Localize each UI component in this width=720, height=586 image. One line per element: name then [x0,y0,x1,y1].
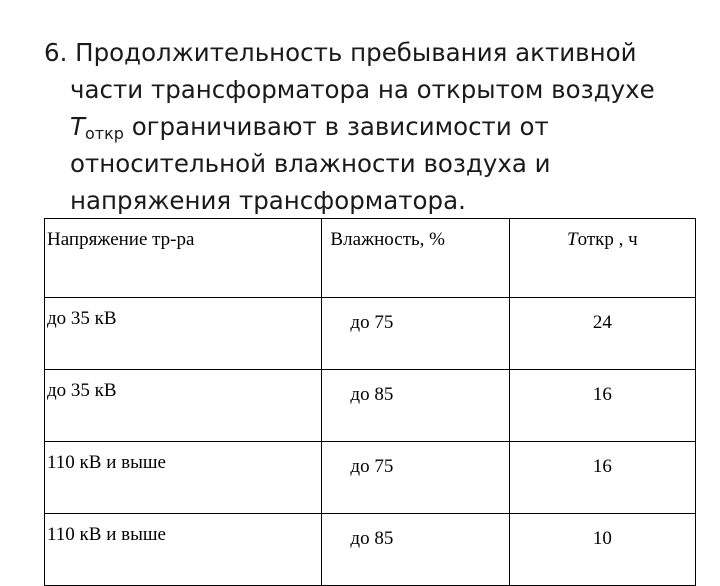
heading-line-1: 6. Продолжительность пребывания активной [44,38,637,67]
voltage-cell: до 35 кВ [45,370,322,442]
heading-line-3 [44,108,694,145]
heading-line-4: относительной влажности воздуха и [70,149,551,178]
heading-line-2: части трансформатора на открытом воздухе [70,75,655,104]
voltage-cell: 110 кВ и выше [45,442,322,514]
humidity-cell: до 75 [322,442,509,514]
heading-line-3-text: ограничивают в зависимости от [123,112,549,141]
time-cell: 16 [509,442,695,514]
time-subscript: откр [84,124,124,143]
time-cell: 16 [509,370,695,442]
humidity-table [44,218,696,586]
table-row [45,442,696,514]
header-voltage: Напряжение тр-ра [45,219,322,298]
header-time-symbol: T [567,229,578,250]
humidity-cell: до 85 [322,370,509,442]
header-time [509,219,695,298]
time-cell: 24 [509,298,695,370]
table-row [45,298,696,370]
header-time-text: откр , ч [577,229,638,250]
table-header-row [45,219,696,298]
table-row [45,370,696,442]
header-humidity: Влажность, % [322,219,509,298]
table-row [45,514,696,586]
voltage-cell: до 35 кВ [45,298,322,370]
heading-line-5: напряжения трансформатора. [70,186,466,215]
time-cell: 10 [509,514,695,586]
heading-paragraph [44,34,694,219]
voltage-cell: 110 кВ и выше [45,514,322,586]
time-symbol: T [70,112,85,141]
humidity-cell: до 75 [322,298,509,370]
humidity-cell: до 85 [322,514,509,586]
